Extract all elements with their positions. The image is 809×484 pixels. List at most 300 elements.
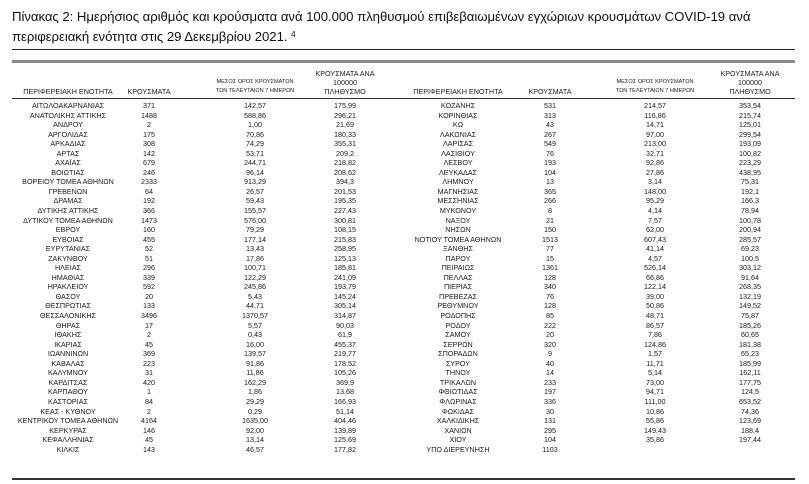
left-cases-per-100k-cell: 227,43: [334, 206, 356, 216]
left-avg-7-days-cell: 13,43: [246, 244, 264, 254]
left-cases-per-100k-cell: 369,9: [336, 377, 354, 387]
right-cases-cell: 295: [544, 425, 556, 435]
right-avg-7-days-cell: 526,14: [644, 263, 666, 273]
table-row: [12, 359, 795, 369]
right-cases-cell: 77: [546, 244, 554, 254]
table-row: [12, 225, 795, 235]
left-unit-name-cell: ΚΑΡΔΙΤΣΑΣ: [48, 377, 88, 387]
left-cases-per-100k-cell: 177,82: [334, 444, 356, 454]
right-cases-cell: 266: [544, 196, 556, 206]
right-cases-per-100k-cell: 177,75: [739, 377, 761, 387]
right-cases-per-100k-cell: 181,38: [739, 339, 761, 349]
right-avg-7-days-cell: 73,00: [646, 377, 664, 387]
header-avg-line1: ΜΕΣΟΣ ΟΡΟΣ ΚΡΟΥΣΜΑΤΩΝ: [616, 79, 694, 85]
left-unit-name-cell: ΚΕΦΑΛΛΗΝΙΑΣ: [42, 435, 94, 445]
left-unit-name-cell: ΙΚΑΡΙΑΣ: [54, 339, 82, 349]
right-avg-7-days-cell: 95,29: [646, 196, 664, 206]
left-cases-cell: 192: [143, 196, 155, 206]
left-unit-name-cell: ΑΡΚΑΔΙΑΣ: [50, 139, 86, 149]
right-unit-name-cell: ΜΥΚΟΝΟΥ: [439, 206, 477, 216]
left-unit-name-cell: ΚΑΛΥΜΝΟΥ: [48, 368, 88, 378]
right-avg-7-days-cell: 4,57: [648, 253, 662, 263]
left-unit-name-cell: ΒΟΙΩΤΙΑΣ: [51, 167, 85, 177]
left-cases-cell: 133: [143, 301, 155, 311]
right-avg-7-days-cell: 14,71: [646, 120, 664, 130]
right-cases-per-100k-cell: 193,09: [739, 139, 761, 149]
left-cases-cell: 51: [145, 253, 153, 263]
right-cases-cell: 14: [546, 368, 554, 378]
left-unit-name-cell: ΕΒΡΟΥ: [55, 225, 81, 235]
left-cases-per-100k-cell: 13,68: [336, 387, 354, 397]
right-cases-cell: 549: [544, 139, 556, 149]
right-cases-per-100k-cell: 353,54: [739, 101, 761, 110]
right-cases-cell: 85: [546, 311, 554, 321]
left-cases-cell: 142: [143, 148, 155, 158]
right-cases-per-100k-cell: 65,23: [741, 349, 759, 359]
right-avg-7-days-cell: 148,00: [644, 186, 666, 196]
left-cases-cell: 371: [143, 101, 155, 110]
table-row: [12, 407, 795, 417]
left-avg-7-days-cell: 70,86: [246, 129, 264, 139]
right-unit-name-cell: ΥΠΟ ΔΙΕΡΕΥΝΗΣΗ: [426, 444, 490, 454]
left-cases-cell: 17: [145, 320, 153, 330]
left-unit-name-cell: ΚΕΡΚΥΡΑΣ: [49, 425, 87, 435]
left-avg-7-days-cell: 162,29: [244, 377, 266, 387]
right-avg-7-days-cell: 97,00: [646, 129, 664, 139]
left-unit-name-cell: ΑΧΑΪΑΣ: [55, 158, 81, 168]
right-cases-per-100k-cell: 268,35: [739, 282, 761, 292]
right-cases-per-100k-cell: 438,95: [739, 167, 761, 177]
right-unit-name-cell: ΠΡΕΒΕΖΑΣ: [439, 291, 477, 301]
left-unit-name-cell: ΚΑΡΠΑΘΟΥ: [48, 387, 88, 397]
table-row: [12, 330, 795, 340]
table-row: [12, 206, 795, 216]
left-unit-name-cell: ΕΥΡΥΤΑΝΙΑΣ: [45, 244, 91, 254]
left-cases-per-100k-cell: 145,24: [334, 291, 356, 301]
divider-top: [12, 49, 795, 50]
left-avg-7-days-cell: 1635,00: [242, 416, 268, 426]
right-avg-7-days-cell: 116,86: [644, 110, 666, 120]
table-row: [12, 120, 795, 130]
left-unit-name-cell: ΑΡΤΑΣ: [56, 148, 80, 158]
left-avg-7-days-cell: 245,86: [244, 282, 266, 292]
right-unit-name-cell: ΠΕΙΡΑΙΩΣ: [441, 263, 475, 273]
header-cases-left: ΚΡΟΥΣΜΑΤΑ: [127, 87, 171, 96]
table-row: [12, 435, 795, 445]
left-avg-7-days-cell: 0,43: [248, 330, 262, 340]
left-unit-name-cell: ΑΙΤΩΛΟΑΚΑΡΝΑΝΙΑΣ: [31, 101, 105, 110]
left-unit-name-cell: ΚΕΑΣ - ΚΥΘΝΟΥ: [40, 406, 96, 416]
right-cases-per-100k-cell: 60,65: [741, 330, 759, 340]
header-per100k-right: [710, 69, 790, 96]
right-unit-name-cell: ΛΕΣΒΟΥ: [443, 158, 473, 168]
left-cases-cell: 2: [147, 406, 151, 416]
left-cases-per-100k-cell: 108,15: [334, 225, 356, 235]
table-row: [12, 397, 795, 407]
left-cases-per-100k-cell: 404,46: [334, 416, 356, 426]
right-avg-7-days-cell: 4,14: [648, 206, 662, 216]
right-unit-name-cell: ΠΙΕΡΙΑΣ: [443, 282, 472, 292]
right-cases-cell: 21: [546, 215, 554, 225]
table-row: [12, 263, 795, 273]
left-avg-7-days-cell: 1,00: [248, 120, 262, 130]
left-unit-name-cell: ΗΡΑΚΛΕΙΟΥ: [47, 282, 89, 292]
right-cases-cell: 1103: [542, 444, 558, 454]
left-avg-7-days-cell: 13,14: [246, 435, 264, 445]
right-unit-name-cell: ΜΑΓΝΗΣΙΑΣ: [437, 186, 479, 196]
right-avg-7-days-cell: 122,14: [644, 282, 666, 292]
left-cases-cell: 3496: [141, 311, 157, 321]
left-cases-cell: 1488: [141, 110, 157, 120]
right-cases-per-100k-cell: 75,87: [741, 311, 759, 321]
left-cases-per-100k-cell: 215,83: [334, 234, 356, 244]
left-cases-per-100k-cell: 193,79: [334, 282, 356, 292]
right-avg-7-days-cell: 10,86: [646, 406, 664, 416]
left-cases-per-100k-cell: 90,03: [336, 320, 354, 330]
header-per100k-left: [308, 69, 382, 96]
left-cases-per-100k-cell: 51,14: [336, 406, 354, 416]
right-cases-cell: 13: [546, 177, 554, 187]
left-avg-7-days-cell: 155,57: [244, 206, 266, 216]
right-avg-7-days-cell: 86,57: [646, 320, 664, 330]
left-cases-per-100k-cell: 201,53: [334, 186, 356, 196]
left-cases-cell: 369: [143, 349, 155, 359]
table-row: [12, 301, 795, 311]
table-row: [12, 254, 795, 264]
right-cases-per-100k-cell: 123,69: [739, 416, 761, 426]
left-avg-7-days-cell: 44,71: [246, 301, 264, 311]
left-unit-name-cell: ΗΛΕΙΑΣ: [54, 263, 82, 273]
header-avg-line2: ΤΩΝ ΤΕΛΕΥΤΑΙΩΝ 7 ΗΜΕΡΩΝ: [215, 88, 295, 94]
right-unit-name-cell: ΣΕΡΡΩΝ: [443, 339, 473, 349]
right-avg-7-days-cell: 214,57: [644, 101, 666, 110]
left-unit-name-cell: ΚΑΣΤΟΡΙΑΣ: [48, 396, 88, 406]
header-per100k-line1: ΚΡΟΥΣΜΑΤΑ ΑΝΑ 100000: [720, 69, 780, 87]
right-unit-name-cell: ΦΛΩΡΙΝΑΣ: [439, 396, 477, 406]
left-cases-per-100k-cell: 125,13: [334, 253, 356, 263]
table-row: [12, 292, 795, 302]
left-unit-name-cell: ΘΗΡΑΣ: [55, 320, 81, 330]
right-cases-cell: 30: [546, 406, 554, 416]
right-cases-cell: 9: [548, 349, 552, 359]
right-cases-per-100k-cell: 100,78: [739, 215, 761, 225]
header-cases-right: ΚΡΟΥΣΜΑΤΑ: [528, 87, 572, 96]
table-header: [12, 69, 795, 99]
left-unit-name-cell: ΚΙΛΚΙΣ: [56, 444, 80, 454]
left-cases-cell: 366: [143, 206, 155, 216]
right-unit-name-cell: ΧΑΛΚΙΔΙΚΗΣ: [436, 416, 480, 426]
right-unit-name-cell: ΚΟΡΙΝΘΙΑΣ: [438, 110, 478, 120]
header-avg-left: [202, 78, 308, 96]
left-avg-7-days-cell: 576,00: [244, 215, 266, 225]
left-cases-per-100k-cell: 241,09: [334, 272, 356, 282]
right-cases-cell: 531: [544, 101, 556, 110]
right-cases-per-100k-cell: 75,31: [741, 177, 759, 187]
right-cases-cell: 340: [544, 282, 556, 292]
left-cases-per-100k-cell: 175,99: [334, 101, 356, 110]
left-unit-name-cell: ΘΕΣΣΑΛΟΝΙΚΗΣ: [40, 311, 96, 321]
right-unit-name-cell: ΡΟΔΟΥ: [445, 320, 471, 330]
right-cases-cell: 20: [546, 330, 554, 340]
right-cases-cell: 336: [544, 396, 556, 406]
right-avg-7-days-cell: 213,00: [644, 139, 666, 149]
left-avg-7-days-cell: 142,57: [244, 101, 266, 110]
left-cases-per-100k-cell: 314,87: [334, 311, 356, 321]
left-cases-per-100k-cell: 61,9: [338, 330, 352, 340]
right-cases-cell: 320: [544, 339, 556, 349]
table-row: [12, 426, 795, 436]
right-avg-7-days-cell: 11,71: [646, 358, 664, 368]
left-unit-name-cell: ΚΑΒΑΛΑΣ: [51, 358, 85, 368]
header-unit-left: ΠΕΡΙΦΕΡΕΙΑΚΗ ΕΝΟΤΗΤΑ: [23, 87, 113, 96]
left-avg-7-days-cell: 5,57: [248, 320, 262, 330]
table-row: [12, 311, 795, 321]
right-avg-7-days-cell: 50,86: [646, 301, 664, 311]
right-cases-per-100k-cell: 185,99: [739, 358, 761, 368]
left-cases-per-100k-cell: 185,81: [334, 263, 356, 273]
left-cases-cell: 296: [143, 263, 155, 273]
table-row: [12, 235, 795, 245]
left-cases-cell: 64: [145, 186, 153, 196]
left-avg-7-days-cell: 17,86: [246, 253, 264, 263]
right-avg-7-days-cell: 41,14: [646, 244, 664, 254]
header-per100k-line2: ΠΛΗΘΥΣΜΟ: [324, 87, 366, 96]
right-unit-name-cell: ΦΘΙΩΤΙΔΑΣ: [438, 387, 478, 397]
right-cases-cell: 365: [544, 186, 556, 196]
table-row: [12, 445, 795, 455]
right-cases-per-100k-cell: 100,5: [741, 253, 759, 263]
right-cases-per-100k-cell: 149,52: [739, 301, 761, 311]
right-cases-cell: 131: [544, 416, 556, 426]
right-unit-name-cell: ΡΟΔΟΠΗΣ: [440, 311, 476, 321]
left-cases-cell: 20: [145, 291, 153, 301]
right-unit-name-cell: ΤΡΙΚΑΛΩΝ: [439, 377, 477, 387]
left-cases-per-100k-cell: 139,89: [334, 425, 356, 435]
left-cases-cell: 143: [143, 444, 155, 454]
left-cases-per-100k-cell: 166,93: [334, 396, 356, 406]
left-cases-cell: 2: [147, 330, 151, 340]
left-avg-7-days-cell: 29,29: [246, 396, 264, 406]
right-cases-per-100k-cell: 200,94: [739, 225, 761, 235]
header-avg-line1: ΜΕΣΟΣ ΟΡΟΣ ΚΡΟΥΣΜΑΤΩΝ: [216, 79, 294, 85]
right-unit-name-cell: ΛΑΡΙΣΑΣ: [442, 139, 474, 149]
table-caption: [12, 7, 802, 47]
left-avg-7-days-cell: 100,71: [244, 263, 266, 273]
left-unit-name-cell: ΙΩΑΝΝΙΝΩΝ: [47, 349, 89, 359]
left-unit-name-cell: ΕΥΒΟΙΑΣ: [52, 234, 84, 244]
right-cases-per-100k-cell: 285,57: [739, 234, 761, 244]
left-cases-cell: 679: [143, 158, 155, 168]
left-unit-name-cell: ΔΡΑΜΑΣ: [53, 196, 83, 206]
right-cases-cell: 76: [546, 291, 554, 301]
left-cases-cell: 339: [143, 272, 155, 282]
right-cases-cell: 313: [544, 110, 556, 120]
right-cases-per-100k-cell: 91,64: [741, 272, 759, 282]
right-cases-cell: 150: [544, 225, 556, 235]
right-avg-7-days-cell: 39,00: [646, 291, 664, 301]
left-cases-per-100k-cell: 355,31: [334, 139, 356, 149]
right-unit-name-cell: ΜΕΣΣΗΝΙΑΣ: [437, 196, 479, 206]
right-cases-cell: 1513: [542, 234, 558, 244]
left-avg-7-days-cell: 16,00: [246, 339, 264, 349]
table-row: [12, 130, 795, 140]
left-cases-cell: 1473: [141, 215, 157, 225]
table-row: [12, 273, 795, 283]
left-unit-name-cell: ΖΑΚΥΝΘΟΥ: [48, 253, 88, 263]
left-avg-7-days-cell: 122,29: [244, 272, 266, 282]
right-cases-per-100k-cell: 78,94: [741, 206, 759, 216]
left-cases-per-100k-cell: 219,77: [334, 349, 356, 359]
right-unit-name-cell: ΛΑΚΩΝΙΑΣ: [439, 129, 477, 139]
table-row: [12, 340, 795, 350]
table-body: [12, 101, 795, 454]
left-cases-cell: 1: [147, 387, 151, 397]
right-cases-per-100k-cell: 132,19: [739, 291, 761, 301]
right-cases-per-100k-cell: 197,44: [739, 435, 761, 445]
right-avg-7-days-cell: 94,71: [646, 387, 664, 397]
table-row: [12, 349, 795, 359]
left-avg-7-days-cell: 1370,57: [242, 311, 268, 321]
left-avg-7-days-cell: 11,86: [246, 368, 264, 378]
right-cases-cell: 104: [544, 435, 556, 445]
right-unit-name-cell: ΚΟΖΑΝΗΣ: [440, 101, 476, 110]
left-cases-cell: 308: [143, 139, 155, 149]
left-unit-name-cell: ΑΝΑΤΟΛΙΚΗΣ ΑΤΤΙΚΗΣ: [29, 110, 107, 120]
left-avg-7-days-cell: 46,57: [246, 444, 264, 454]
left-avg-7-days-cell: 59,43: [246, 196, 264, 206]
left-cases-per-100k-cell: 305,14: [334, 301, 356, 311]
right-unit-name-cell: ΠΕΛΛΑΣ: [443, 272, 473, 282]
left-unit-name-cell: ΘΕΣΠΡΩΤΙΑΣ: [45, 301, 91, 311]
right-unit-name-cell: ΛΕΥΚΑΔΑΣ: [438, 167, 477, 177]
left-cases-per-100k-cell: 208,62: [334, 167, 356, 177]
right-cases-per-100k-cell: 100,82: [739, 148, 761, 158]
left-unit-name-cell: ΑΝΔΡΟΥ: [53, 120, 83, 130]
left-avg-7-days-cell: 79,29: [246, 225, 264, 235]
right-avg-7-days-cell: 149,43: [644, 425, 666, 435]
right-cases-cell: 43: [546, 120, 554, 130]
header-avg-right: [600, 78, 710, 96]
right-avg-7-days-cell: 5,14: [648, 368, 662, 378]
right-avg-7-days-cell: 27,86: [646, 167, 664, 177]
right-cases-per-100k-cell: 69,23: [741, 244, 759, 254]
left-cases-cell: 84: [145, 396, 153, 406]
right-cases-cell: 267: [544, 129, 556, 139]
right-unit-name-cell: ΣΠΟΡΑΔΩΝ: [438, 349, 478, 359]
right-unit-name-cell: ΣΑΜΟΥ: [445, 330, 471, 340]
right-avg-7-days-cell: 3,14: [648, 177, 662, 187]
right-avg-7-days-cell: 62,00: [646, 225, 664, 235]
right-avg-7-days-cell: 1,57: [648, 349, 662, 359]
right-cases-per-100k-cell: 223,29: [739, 158, 761, 168]
left-unit-name-cell: ΑΡΓΟΛΙΔΑΣ: [48, 129, 88, 139]
left-cases-per-100k-cell: 394,3: [336, 177, 354, 187]
left-avg-7-days-cell: 92,00: [246, 425, 264, 435]
right-cases-cell: 15: [546, 253, 554, 263]
table-row: [12, 139, 795, 149]
left-avg-7-days-cell: 1,86: [248, 387, 262, 397]
right-cases-per-100k-cell: 124,5: [741, 387, 759, 397]
right-unit-name-cell: ΛΑΣΙΘΙΟΥ: [441, 148, 475, 158]
left-cases-per-100k-cell: 209,2: [336, 148, 354, 158]
right-unit-name-cell: ΝΟΤΙΟΥ ΤΟΜΕΑ ΑΘΗΝΩΝ: [414, 234, 502, 244]
right-avg-7-days-cell: 111,00: [644, 396, 666, 406]
divider-gray: [12, 60, 795, 63]
right-avg-7-days-cell: 7,57: [648, 215, 662, 225]
header-unit-right: ΠΕΡΙΦΕΡΕΙΑΚΗ ΕΝΟΤΗΤΑ: [413, 87, 503, 96]
footnote-marker: 4: [291, 30, 296, 39]
left-avg-7-days-cell: 588,86: [244, 110, 266, 120]
left-unit-name-cell: ΗΜΑΘΙΑΣ: [51, 272, 85, 282]
right-avg-7-days-cell: 35,86: [646, 435, 664, 445]
left-cases-cell: 455: [143, 234, 155, 244]
table-row: [12, 101, 795, 111]
right-unit-name-cell: ΠΑΡΟΥ: [445, 253, 471, 263]
table-row: [12, 416, 795, 426]
right-unit-name-cell: ΞΑΝΘΗΣ: [443, 244, 473, 254]
table-row: [12, 216, 795, 226]
right-cases-per-100k-cell: 192,1: [741, 186, 759, 196]
left-cases-per-100k-cell: 455,37: [334, 339, 356, 349]
left-cases-cell: 45: [145, 435, 153, 445]
right-unit-name-cell: ΝΗΣΩΝ: [445, 225, 471, 235]
left-cases-per-100k-cell: 125,69: [334, 435, 356, 445]
left-cases-cell: 31: [145, 368, 153, 378]
left-cases-per-100k-cell: 218,82: [334, 158, 356, 168]
left-avg-7-days-cell: 913,29: [244, 177, 266, 187]
left-cases-cell: 160: [143, 225, 155, 235]
right-avg-7-days-cell: 92,86: [646, 158, 664, 168]
right-cases-cell: 193: [544, 158, 556, 168]
right-cases-cell: 8: [548, 206, 552, 216]
left-unit-name-cell: ΒΟΡΕΙΟΥ ΤΟΜΕΑ ΑΘΗΝΩΝ: [22, 177, 114, 187]
table-row: [12, 187, 795, 197]
left-cases-per-100k-cell: 178,52: [334, 358, 356, 368]
right-cases-cell: 233: [544, 377, 556, 387]
table-row: [12, 177, 795, 187]
table-row: [12, 368, 795, 378]
right-unit-name-cell: ΧΙΟΥ: [449, 435, 467, 445]
left-avg-7-days-cell: 91,86: [246, 358, 264, 368]
left-avg-7-days-cell: 74,29: [246, 139, 264, 149]
left-unit-name-cell: ΚΕΝΤΡΙΚΟΥ ΤΟΜΕΑ ΑΘΗΝΩΝ: [17, 416, 119, 426]
left-avg-7-days-cell: 5,43: [248, 291, 262, 301]
left-avg-7-days-cell: 26,57: [246, 186, 264, 196]
right-avg-7-days-cell: 66,86: [646, 272, 664, 282]
table-row: [12, 378, 795, 388]
right-unit-name-cell: ΦΩΚΙΔΑΣ: [442, 406, 474, 416]
left-cases-cell: 246: [143, 167, 155, 177]
left-avg-7-days-cell: 139,57: [244, 349, 266, 359]
left-cases-cell: 2: [147, 120, 151, 130]
left-unit-name-cell: ΙΘΑΚΗΣ: [54, 330, 82, 340]
right-avg-7-days-cell: 48,71: [646, 311, 664, 321]
table-row: [12, 158, 795, 168]
right-cases-per-100k-cell: 125,01: [739, 120, 761, 130]
table-row: [12, 387, 795, 397]
header-avg-line2: ΤΩΝ ΤΕΛΕΥΤΑΙΩΝ 7 ΗΜΕΡΩΝ: [615, 88, 695, 94]
left-cases-per-100k-cell: 195,35: [334, 196, 356, 206]
right-cases-cell: 1361: [542, 263, 558, 273]
right-cases-cell: 128: [544, 272, 556, 282]
table-row: [12, 168, 795, 178]
right-avg-7-days-cell: 124,86: [644, 339, 666, 349]
right-cases-cell: 222: [544, 320, 556, 330]
left-cases-cell: 2333: [141, 177, 157, 187]
left-cases-cell: 4164: [141, 416, 157, 426]
left-avg-7-days-cell: 177,14: [244, 234, 266, 244]
left-cases-per-100k-cell: 21,69: [336, 120, 354, 130]
